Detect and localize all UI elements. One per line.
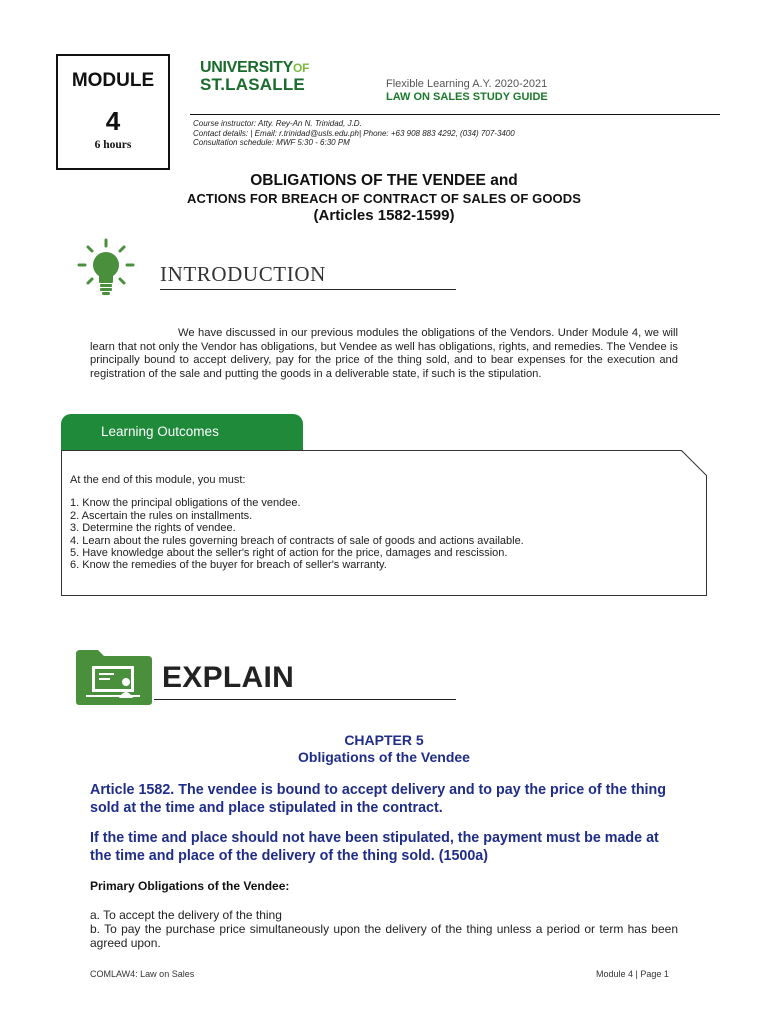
header-guide: LAW ON SALES STUDY GUIDE xyxy=(386,91,548,103)
chapter-title: Obligations of the Vendee xyxy=(298,749,470,765)
article-paragraph-2: If the time and place should not have been stipulated, the payment must be made at the time and place of the delivery of the thing sold. (1500a) xyxy=(90,830,659,864)
article-label: Article 1582. xyxy=(90,782,175,798)
primary-obligations-heading: Primary Obligations of the Vendee: xyxy=(90,879,290,893)
learning-outcomes-label: Learning Outcomes xyxy=(101,424,219,439)
header-divider xyxy=(190,114,720,115)
learning-outcomes-content xyxy=(70,474,670,572)
university-logo xyxy=(200,60,309,94)
outcome-item: 3. Determine the rights of vendee. xyxy=(70,522,236,535)
footer-page: Module 4 | Page 1 xyxy=(596,969,669,979)
outcome-item: 2. Ascertain the rules on installments. xyxy=(70,509,253,522)
obligation-item: b. To pay the purchase price simultaneously upon the delivery of the thing unless a period or term has been agreed upon. xyxy=(90,922,678,950)
contact-line: Contact details: | Email: r.trinidad@usls.edu.ph| Phone: +63 908 883 4292, (034) 707-3400 xyxy=(193,128,515,138)
explain-heading: EXPLAIN xyxy=(162,661,295,694)
article-text: The vendee is bound to accept delivery and to pay the price of the thing sold at the time and place stipulated in the contract. xyxy=(90,782,666,816)
module-number: 4 xyxy=(105,106,121,136)
header-flexible: Flexible Learning A.Y. 2020-2021 xyxy=(386,78,548,90)
introduction-underline xyxy=(160,289,456,290)
lightbulb-icon xyxy=(68,238,144,302)
logo-name: ST.LASALLE xyxy=(200,75,305,94)
explain-underline xyxy=(154,699,456,700)
module-hours: 6 hours xyxy=(94,139,132,151)
consultation-line: Consultation schedule: MWF 5:30 - 6:30 PM xyxy=(193,138,350,147)
header-right xyxy=(386,78,548,104)
outcome-item: 6. Know the remedies of the buyer for breach of seller's warranty. xyxy=(70,559,387,572)
primary-obligations-list xyxy=(90,908,678,950)
instructor-line: Course instructor: Atty. Rey-An N. Trinidad, J.D. xyxy=(193,119,362,128)
learning-outcomes-intro: At the end of this module, you must: xyxy=(70,474,246,486)
folded-corner-icon xyxy=(681,450,707,476)
obligation-item: a. To accept the delivery of the thing xyxy=(90,908,282,922)
module-box xyxy=(56,54,170,170)
footer-course: COMLAW4: Law on Sales xyxy=(90,969,195,979)
logo-of: OF xyxy=(293,61,310,75)
introduction-heading: INTRODUCTION xyxy=(160,262,326,286)
contact-block xyxy=(193,119,515,148)
introduction-paragraph: We have discussed in our previous modules the obligations of the Vendors. Under Module 4, we will learn that not only the Vendor has obligations, but Vendee as well has obligations, rights, and remedies. The Vendee is principally bound to accept delivery, pay for the price of the thing sold, and to bear expenses for the execution and registration of the sale and putting the goods in a deliverable state, if such is the stipulation. xyxy=(90,327,678,380)
outcome-item: 4. Learn about the rules governing breach of contracts of sale of goods and actions available. xyxy=(70,534,524,547)
outcome-item: 1. Know the principal obligations of the vendee. xyxy=(70,497,301,510)
page-subtitle: ACTIONS FOR BREACH OF CONTRACT OF SALES OF GOODS xyxy=(186,191,582,206)
page-articles: (Articles 1582-1599) xyxy=(313,207,455,224)
logo-university: UNIVERSITY xyxy=(200,59,294,76)
article-paragraph xyxy=(90,781,678,817)
chapter-number: CHAPTER 5 xyxy=(344,732,424,748)
presentation-icon xyxy=(74,648,154,706)
page-title: OBLIGATIONS OF THE VENDEE and xyxy=(250,172,518,189)
module-label: MODULE xyxy=(71,70,155,91)
outcome-item: 5. Have knowledge about the seller's right of action for the price, damages and rescission. xyxy=(70,547,508,560)
